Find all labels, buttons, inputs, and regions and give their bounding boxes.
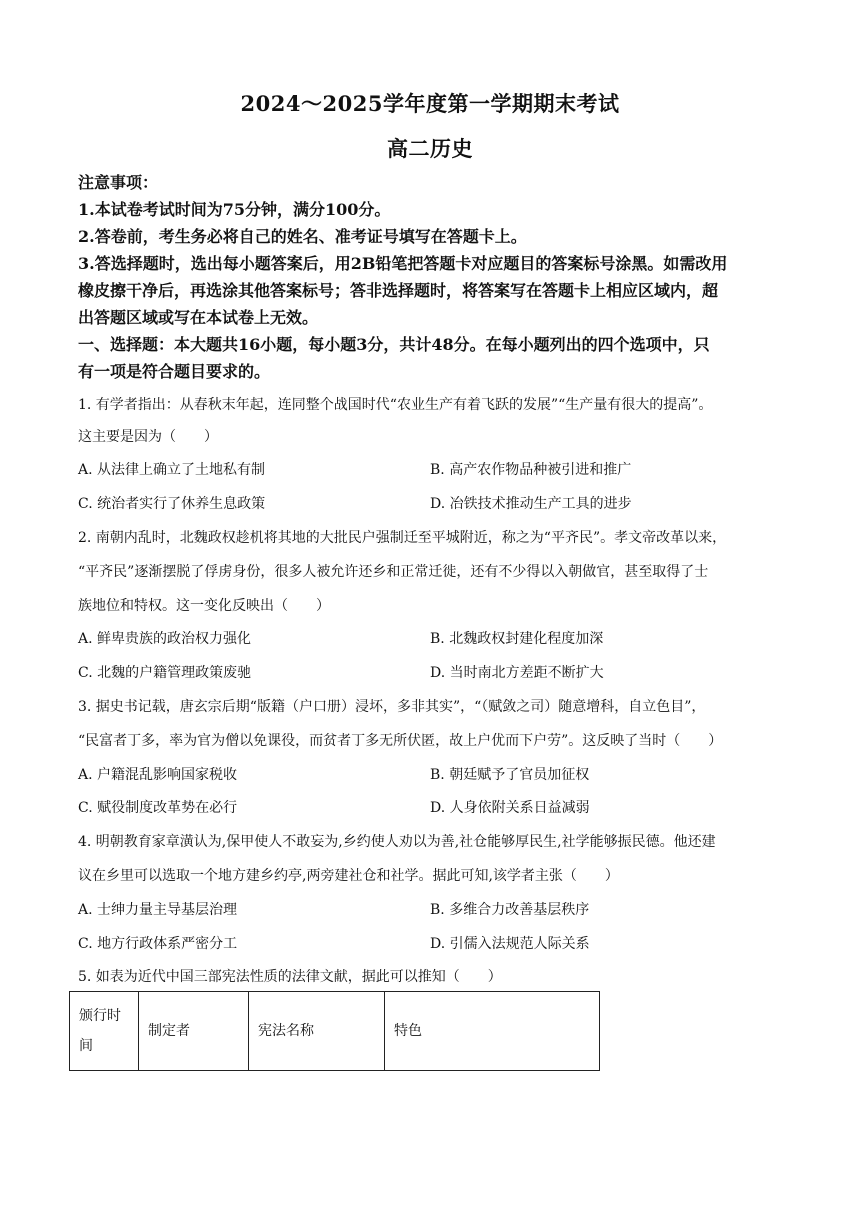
question-2-text: “平齐民”逐渐摆脱了俘虏身份，很多人被允许还乡和正常迁徙，还有不少得以入朝做官，甚至取得了士	[78, 564, 709, 580]
table-header-cell: 特色	[385, 992, 600, 1071]
question-5-text: 5. 如表为近代中国三部宪法性质的法律文献，据此可以推知（ ）	[78, 969, 502, 985]
question-2-text: 2. 南朝内乱时，北魏政权趁机将其地的大批民户强制迁至平城附近，称之为“平齐民”。孝文帝改革以来，	[78, 530, 727, 546]
question-1-text: 1. 有学者指出：从春秋末年起，连同整个战国时代“农业生产有着飞跃的发展”“生产量有很大的提高”。	[78, 397, 713, 413]
question-2-option-b: B. 北魏政权封建化程度加深	[430, 631, 604, 647]
table-header-cell: 颁行时间	[70, 992, 139, 1071]
question-4-option-b: B. 多维合力改善基层秩序	[430, 902, 590, 918]
question-2-option-d: D. 当时南北方差距不断扩大	[430, 665, 604, 681]
constitution-table	[69, 991, 600, 1071]
question-3-option-b: B. 朝廷赋予了官员加征权	[430, 767, 590, 783]
question-1-option-c: C. 统治者实行了休养生息政策	[78, 496, 266, 512]
table-header-cell: 制定者	[139, 992, 249, 1071]
question-1-option-d: D. 冶铁技术推动生产工具的进步	[430, 496, 632, 512]
subject-title: 高二历史	[387, 136, 473, 161]
question-4-option-d: D. 引儒入法规范人际关系	[430, 936, 590, 952]
question-2-text: 族地位和特权。这一变化反映出（ ）	[78, 598, 330, 614]
question-4-option-c: C. 地方行政体系严密分工	[78, 936, 238, 952]
section-heading: 一、选择题：本大题共16小题，每小题3分，共计48分。在每小题列出的四个选项中，只	[78, 335, 710, 354]
question-1-text: 这主要是因为（ ）	[78, 429, 218, 445]
table-header-cell: 宪法名称	[249, 992, 385, 1071]
note-item: 橡皮擦干净后，再选涂其他答案标号；答非选择题时，将答案写在答题卡上相应区域内，超	[78, 281, 719, 300]
question-2-option-c: C. 北魏的户籍管理政策废驰	[78, 665, 252, 681]
exam-title: 2024～2025学年度第一学期期末考试	[240, 91, 620, 116]
question-3-option-d: D. 人身依附关系日益减弱	[430, 800, 590, 816]
question-3-text: 3. 据史书记载，唐玄宗后期“版籍（户口册）浸坏，多非其实”，“（赋敛之司）随意增科，自立色目”，	[78, 699, 706, 715]
notes-heading: 注意事项：	[78, 173, 159, 192]
question-3-option-a: A. 户籍混乱影响国家税收	[78, 767, 238, 783]
question-1-option-a: A. 从法律上确立了土地私有制	[78, 462, 266, 478]
question-3-option-c: C. 赋役制度改革势在必行	[78, 800, 238, 816]
note-item: 2.答卷前，考生务必将自己的姓名、准考证号填写在答题卡上。	[78, 227, 527, 246]
section-heading-cont: 有一项是符合题目要求的。	[78, 362, 271, 381]
question-1-option-b: B. 高产农作物品种被引进和推广	[430, 462, 632, 478]
question-4-text: 议在乡里可以选取一个地方建乡约亭,两旁建社仓和社学。据此可知,该学者主张（ ）	[78, 868, 619, 884]
question-2-option-a: A. 鲜卑贵族的政治权力强化	[78, 631, 252, 647]
question-3-text: “民富者丁多，率为官为僧以免课役，而贫者丁多无所伏匿，故上户优而下户劳”。这反映了当时（ ）	[78, 733, 723, 749]
table-header-row	[70, 992, 600, 1071]
note-item: 3.答选择题时，选出每小题答案后，用2B铅笔把答题卡对应题目的答案标号涂黑。如需改用	[78, 254, 728, 273]
question-4-text: 4. 明朝教育家章潢认为,保甲使人不敢妄为,乡约使人劝以为善,社仓能够厚民生,社学能够振民德。他还建	[78, 834, 716, 850]
question-4-option-a: A. 士绅力量主导基层治理	[78, 902, 238, 918]
note-item: 1.本试卷考试时间为75分钟，满分100分。	[78, 200, 391, 219]
note-item: 出答题区域或写在本试卷上无效。	[78, 308, 319, 327]
